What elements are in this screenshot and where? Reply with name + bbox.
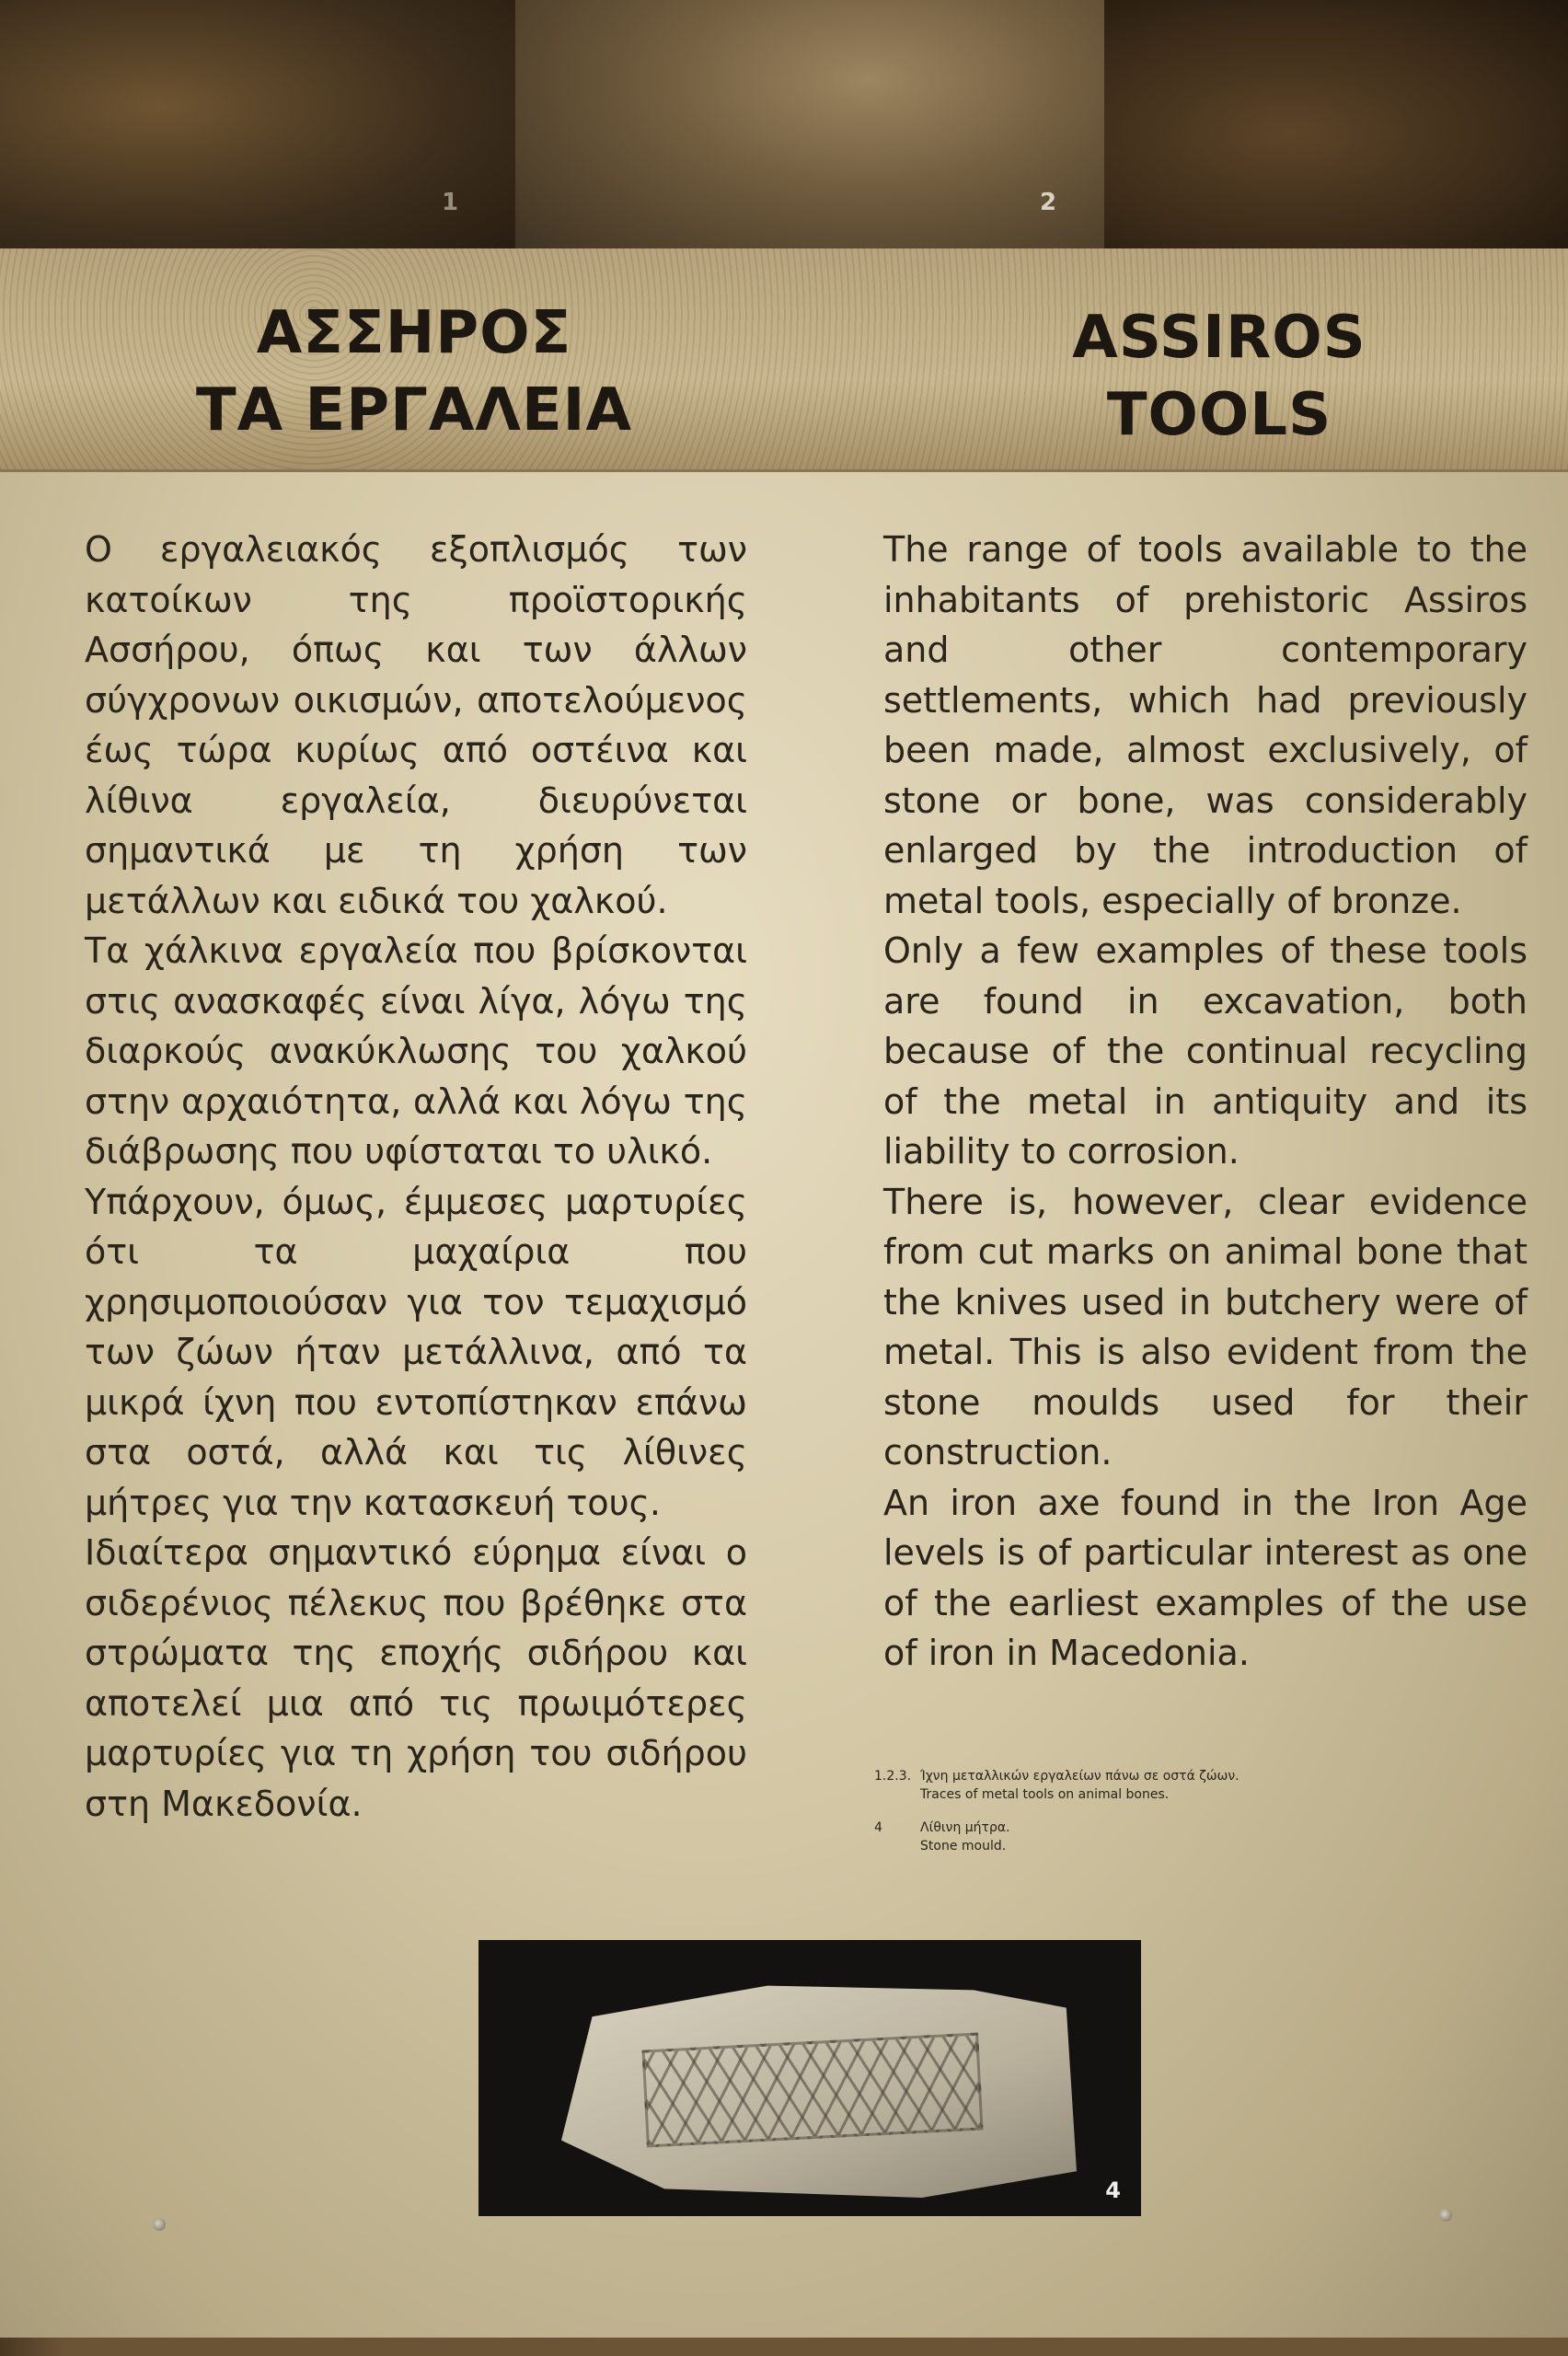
title-greek-line1: ΑΣΣΗΡΟΣ: [256, 299, 572, 367]
title-greek-line2: ΤΑ ΕΡΓΑΛΕΙΑ: [196, 376, 632, 445]
mould-photo-number: 4: [1105, 2177, 1121, 2203]
photo-bone-1: [0, 0, 534, 267]
mould-pattern: [641, 2032, 983, 2147]
screw-icon: [1439, 2209, 1452, 2222]
english-paragraph: Only a few examples of these tools are found in excavation, both because of the continual recycling of the metal in antiquity and its liability to corrosion.: [883, 930, 1528, 1172]
title-english: [1040, 299, 1399, 454]
caption: [874, 1767, 1239, 1804]
greek-paragraph: Ιδιαίτερα σημαντικό εύρημα είναι ο σιδερένιος πέλεκυς που βρέθηκε στα στρώματα της εποχής σιδήρου και αποτελεί μια από τις πρωιμότερες μαρτυρίες για τη χρήση του σιδήρου στη Μακεδονία.: [85, 1532, 747, 1824]
title-english-line2: TOOLS: [1106, 381, 1332, 449]
title-greek: [175, 294, 653, 449]
photo-captions: [874, 1767, 1239, 1870]
photo-bone-3: [1104, 0, 1568, 267]
caption-english: Stone mould.: [920, 1839, 1007, 1854]
caption-number: 4: [874, 1820, 882, 1835]
photo-number-1: 1: [442, 189, 459, 216]
greek-paragraph: Τα χάλκινα εργαλεία που βρίσκονται στις ανασκαφές είναι λίγα, λόγω της διαρκούς ανακύκλωσης του χαλκού στην αρχαιότητα, αλλά και λόγω της διάβρωσης που υφίσταται το υλικό.: [85, 930, 747, 1172]
english-paragraph: There is, however, clear evidence from cut marks on animal bone that the knives used in butchery were of metal. This is also evident from the stone moulds used for their construction.: [883, 1181, 1528, 1472]
photo-number-2: 2: [1040, 189, 1057, 216]
screw-icon: [153, 2218, 166, 2231]
greek-paragraph: Ο εργαλειακός εξοπλισμός των κατοίκων της προϊστορικής Ασσήρου, όπως και των άλλων σύγχρονων οικισμών, αποτελούμενος έως τώρα κυρίως από οστέινα και λίθινα εργαλεία, διευρύνεται σημαντικά με τη χρήση των μετάλλων και ειδικά του χαλκού.: [85, 529, 747, 921]
title-english-line1: ASSIROS: [1072, 304, 1366, 372]
greek-paragraph: Υπάρχουν, όμως, έμμεσες μαρτυρίες ότι τα μαχαίρια που χρησιμοποιούσαν για τον τεμαχισμό των ζώων ήταν μετάλλινα, από τα μικρά ίχνη που εντοπίστηκαν επάνω στα οστά, αλλά και τις λίθινες μήτρες για την κατασκευή τους.: [85, 1181, 747, 1523]
caption: [874, 1819, 1239, 1855]
photo-bone-2: [515, 0, 1104, 267]
caption-english: Traces of metal tools on animal bones.: [920, 1787, 1170, 1802]
caption-number: 1.2.3.: [874, 1769, 912, 1784]
stone-mould-photo: [478, 1940, 1141, 2216]
museum-panel: [0, 248, 1568, 2338]
caption-greek: Λίθινη μήτρα.: [920, 1820, 1010, 1835]
english-text-column: [883, 525, 1528, 1679]
greek-text-column: [85, 525, 747, 1829]
panel-header: [0, 248, 1568, 472]
caption-greek: Ίχνη μεταλλικών εργαλείων πάνω σε οστά ζώων.: [920, 1769, 1239, 1784]
top-photographs: [0, 0, 1568, 267]
english-paragraph: An iron axe found in the Iron Age levels is of particular interest as one of the earliest examples of the use of iron in Macedonia.: [883, 1482, 1528, 1673]
english-paragraph: The range of tools available to the inhabitants of prehistoric Assiros and other contemporary settlements, which had previously been made, almost exclusively, of stone or bone, was considerably enlarged by the introduction of metal tools, especially of bronze.: [883, 529, 1528, 921]
